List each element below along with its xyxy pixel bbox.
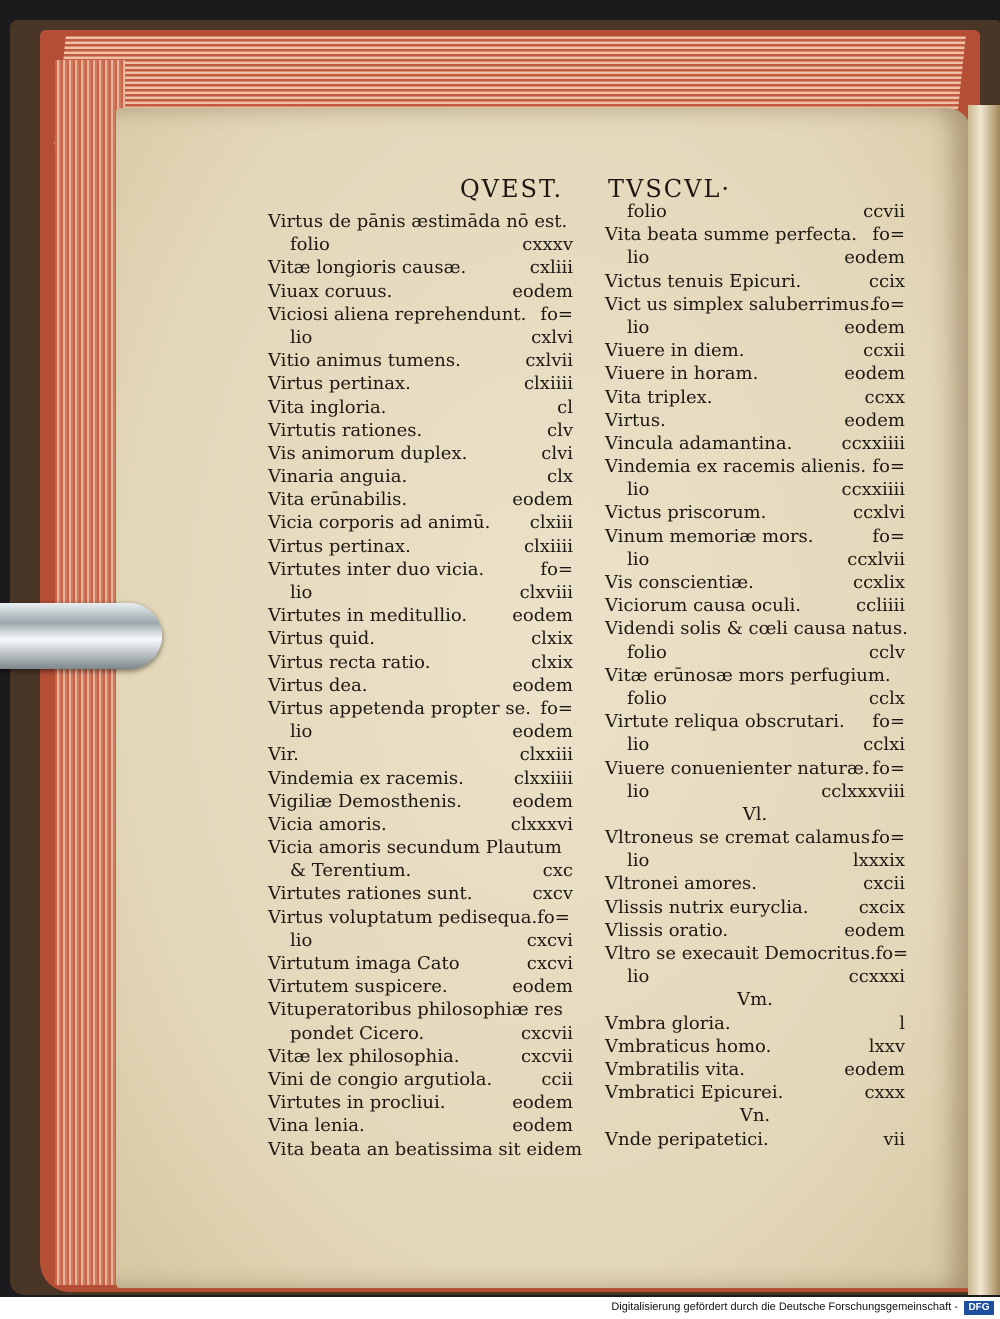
folio-reference: fo= <box>872 456 905 478</box>
entry-text: Virtutes in meditullio. <box>268 605 468 627</box>
entry-text: Virtus. <box>605 409 666 431</box>
index-entry <box>268 975 573 998</box>
index-entry <box>605 525 905 548</box>
index-entry <box>268 488 573 511</box>
index-entry <box>605 223 905 246</box>
folio-reference: fo= <box>540 697 573 719</box>
folio-reference: ccxlix <box>853 572 905 593</box>
index-entry <box>605 641 905 664</box>
folio-reference: clxiii <box>529 512 573 534</box>
index-entry <box>268 558 573 581</box>
index-entry <box>268 1022 573 1045</box>
index-entry <box>268 720 573 743</box>
entry-text: Virtutem suspicere. <box>268 976 448 998</box>
entry-text: Virtus dea. <box>268 674 368 696</box>
entry-text: Virtutis rationes. <box>268 419 423 441</box>
folio-reference: eodem <box>512 674 573 696</box>
index-entry <box>605 710 905 733</box>
entry-text: Virtutes inter duo vicia. <box>268 558 485 580</box>
index-entry <box>268 627 573 650</box>
index-column-right <box>605 200 909 1151</box>
funding-note: Digitalisierung gefördert durch die Deutsche Forschungsgemeinschaft - <box>611 1301 958 1313</box>
folio-reference: cl <box>557 396 573 418</box>
folio-reference: clv <box>546 419 573 441</box>
entry-text: Virtutes in procliui. <box>268 1092 446 1114</box>
entry-text: Virtus recta ratio. <box>268 651 431 673</box>
entry-text: Vita erūnabilis. <box>268 489 408 511</box>
folio-reference: eodem <box>512 976 573 998</box>
folio-reference: eodem <box>512 605 573 627</box>
folio-reference: clxix <box>531 651 573 673</box>
entry-text: Vita beata an beatissima sit eidem <box>268 1138 583 1160</box>
index-entry <box>268 581 573 604</box>
entry-text: Vini de congio argutiola. <box>268 1068 493 1090</box>
entry-text: lio <box>290 929 313 951</box>
glass-weight-rod <box>0 603 162 669</box>
section-letter-heading <box>605 1104 905 1127</box>
index-entry <box>268 767 573 790</box>
index-entry <box>605 896 905 919</box>
entry-text: Vitio animus tumens. <box>268 350 461 372</box>
folio-reference: ccxlvii <box>847 548 905 570</box>
index-entry <box>268 419 573 442</box>
entry-text: Vita beata summe perfecta. <box>605 224 857 246</box>
folio-reference: eodem <box>512 1092 573 1114</box>
index-entry <box>268 1068 573 1091</box>
folio-reference: fo= <box>872 757 905 779</box>
index-entry <box>268 442 573 465</box>
index-entry <box>268 1138 583 1161</box>
entry-text: Vicia amoris secundum Plautum <box>268 837 562 859</box>
index-entry <box>268 465 573 488</box>
folio-reference: eodem <box>844 316 905 338</box>
index-entry <box>268 651 573 674</box>
entry-text: Vir. <box>268 744 299 766</box>
index-entry <box>605 849 905 872</box>
index-entry <box>605 826 905 849</box>
entry-text: Viuere in diem. <box>605 340 745 362</box>
index-entry <box>268 813 573 836</box>
folio-reference: cclxi <box>863 734 905 756</box>
folio-reference: eodem <box>844 363 905 385</box>
folio-reference: ccxxxi <box>848 966 905 988</box>
folio-reference: cxc <box>542 860 573 882</box>
folio-reference: eodem <box>844 919 905 941</box>
index-entry <box>268 1091 573 1114</box>
folio-reference: eodem <box>512 790 573 812</box>
folio-reference: ccxx <box>864 386 905 408</box>
entry-text: Vindemia ex racemis. <box>268 767 464 789</box>
entry-text: Vmbra gloria. <box>605 1012 731 1034</box>
folio-reference: ccliiii <box>856 595 905 617</box>
index-entry <box>605 200 905 223</box>
entry-text: Virtus voluptatum pedisequa.fo= <box>268 906 570 928</box>
folio-reference: eodem <box>512 489 573 511</box>
index-entry <box>605 1058 905 1081</box>
folio-reference: clxxxvi <box>510 813 573 835</box>
folio-reference: cxlvi <box>531 326 573 348</box>
folio-reference: eodem <box>512 721 573 743</box>
entry-text: Viuax coruus. <box>268 280 393 302</box>
entry-text: Vigiliæ Demosthenis. <box>268 790 462 812</box>
entry-text: lio <box>627 734 650 756</box>
entry-text: Vltro se execauit Democritus.fo= <box>605 943 909 964</box>
index-entry <box>268 280 573 303</box>
index-entry <box>268 604 573 627</box>
folio-reference: cxxxv <box>522 234 573 256</box>
entry-text: Viuere conuenienter naturæ. <box>605 757 870 779</box>
folio-reference: ccxlvi <box>853 502 905 524</box>
entry-text: Vincula adamantina. <box>605 432 793 454</box>
folio-reference: cxliii <box>529 257 573 279</box>
entry-text: Vita ingloria. <box>268 396 387 418</box>
index-entry <box>605 432 905 455</box>
entry-text: lio <box>627 780 650 802</box>
folio-reference: clxix <box>531 628 573 650</box>
folio-reference: clxiiii <box>523 373 573 395</box>
entry-text: Vltroneus se cremat calamus. <box>605 827 876 849</box>
entry-text: Vitæ longioris causæ. <box>268 257 467 279</box>
entry-text: Virtus de pānis æstimāda nō est. <box>268 211 568 232</box>
index-entry <box>605 1081 905 1104</box>
binding-gutter <box>968 105 1000 1295</box>
index-entry <box>268 303 573 326</box>
entry-text: Virtus quid. <box>268 628 375 650</box>
index-entry <box>268 210 573 233</box>
index-entry <box>605 409 905 432</box>
entry-text: lio <box>627 479 650 501</box>
index-entry <box>605 965 905 988</box>
entry-text: & Terentium. <box>290 860 412 882</box>
folio-reference: fo= <box>872 711 905 733</box>
entry-text: Victus priscorum. <box>605 502 767 524</box>
folio-reference: eodem <box>844 409 905 431</box>
entry-text: pondet Cicero. <box>290 1022 425 1044</box>
folio-reference: cxcii <box>863 873 905 895</box>
folio-reference: lxxxix <box>852 850 905 872</box>
index-entry <box>268 256 573 279</box>
entry-text: Virtutes rationes sunt. <box>268 883 473 905</box>
index-entry <box>605 617 908 640</box>
index-entry <box>268 1114 573 1137</box>
index-entry <box>268 929 573 952</box>
entry-text: lio <box>627 316 650 338</box>
index-entry <box>268 326 573 349</box>
index-entry <box>268 836 573 859</box>
index-entry <box>605 919 905 942</box>
folio-reference: cxcvii <box>521 1022 573 1044</box>
entry-text: Virtute reliqua obscrutari. <box>605 711 845 733</box>
index-entry <box>605 594 905 617</box>
footer-bar <box>0 1298 1000 1319</box>
index-entry <box>605 571 905 594</box>
entry-text: Virtus pertinax. <box>268 535 411 557</box>
index-entry <box>605 386 905 409</box>
folio-reference: eodem <box>512 280 573 302</box>
index-entry <box>268 882 573 905</box>
folio-reference: clvi <box>541 442 573 464</box>
index-entry <box>605 501 905 524</box>
index-entry <box>268 697 573 720</box>
index-entry <box>605 339 905 362</box>
index-entry <box>268 396 573 419</box>
entry-text: Viciorum causa oculi. <box>605 595 801 617</box>
entry-text: Vl. <box>742 803 768 825</box>
side-page-edges <box>55 60 125 1285</box>
index-entry <box>268 790 573 813</box>
index-entry <box>605 872 905 895</box>
folio-reference: eodem <box>844 1058 905 1080</box>
entry-text: folio <box>627 687 667 709</box>
entry-text: Vm. <box>737 989 773 1011</box>
running-head-right: TVSCVL· <box>608 175 732 203</box>
folio-reference: eodem <box>512 1115 573 1137</box>
entry-text: Virtutum imaga Cato <box>268 953 460 974</box>
index-entry <box>268 859 573 882</box>
section-letter-heading <box>605 988 905 1011</box>
index-entry <box>605 942 909 965</box>
folio-reference: cclxxxviii <box>821 780 905 802</box>
folio-reference: ccix <box>868 270 905 292</box>
entry-text: folio <box>627 201 667 222</box>
index-entry <box>605 664 905 687</box>
entry-text: Vina lenia. <box>268 1115 365 1137</box>
index-column-left <box>268 210 583 1161</box>
folio-reference: cxcix <box>858 896 905 918</box>
entry-text: Vis conscientiæ. <box>605 572 754 593</box>
entry-text: Victus tenuis Epicuri. <box>605 270 802 292</box>
entry-text: Vinum memoriæ mors. <box>605 525 814 547</box>
index-entry <box>605 293 905 316</box>
folio-reference: eodem <box>844 247 905 269</box>
entry-text: lio <box>627 548 650 570</box>
entry-text: Vn. <box>739 1105 771 1127</box>
entry-text: lio <box>290 721 313 743</box>
index-entry <box>268 511 573 534</box>
index-entry <box>268 233 573 256</box>
folio-reference: cxcvii <box>521 1045 573 1067</box>
index-entry <box>268 906 573 929</box>
entry-text: Vlissis nutrix euryclia. <box>605 896 809 918</box>
folio-reference: cclx <box>868 687 905 709</box>
entry-text: Vnde peripatetici. <box>605 1128 769 1150</box>
entry-text: Vmbratilis vita. <box>605 1058 746 1080</box>
index-entry <box>605 478 905 501</box>
folio-reference: fo= <box>540 303 573 325</box>
folio-reference: cxcvi <box>526 953 573 974</box>
folio-reference: lxxv <box>868 1035 905 1057</box>
index-entry <box>605 246 905 269</box>
folio-reference: l <box>899 1012 905 1034</box>
folio-reference: cxcvi <box>526 929 573 951</box>
entry-text: Virtus pertinax. <box>268 373 411 395</box>
entry-text: Viuere in horam. <box>605 363 759 385</box>
entry-text: Viciosi aliena reprehendunt. <box>268 303 527 325</box>
entry-text: Vindemia ex racemis alienis. <box>605 456 867 478</box>
index-entry <box>605 362 905 385</box>
index-entry <box>605 1035 905 1058</box>
index-entry <box>268 743 573 766</box>
entry-text: folio <box>627 641 667 663</box>
entry-text: lio <box>627 850 650 872</box>
folio-reference: vii <box>883 1128 905 1150</box>
entry-text: lio <box>627 247 650 269</box>
index-entry <box>605 1012 905 1035</box>
index-entry <box>605 733 905 756</box>
index-entry <box>605 548 905 571</box>
dfg-logo: DFG <box>964 1301 994 1315</box>
folio-reference: clxviii <box>519 582 573 603</box>
entry-text: Vicia amoris. <box>268 813 387 835</box>
running-head-left: QVEST. <box>460 175 564 203</box>
folio-reference: clxxiii <box>519 744 573 766</box>
index-entry <box>268 1045 573 1068</box>
entry-text: lio <box>290 582 313 603</box>
entry-text: Vitæ lex philosophia. <box>268 1045 460 1067</box>
index-entry <box>605 455 905 478</box>
index-entry <box>605 1128 905 1151</box>
index-entry <box>268 349 573 372</box>
entry-text: Vltronei amores. <box>605 873 758 895</box>
folio-reference: ccxii <box>863 340 905 362</box>
folio-reference: cxlvii <box>525 350 573 372</box>
entry-text: Vmbratici Epicurei. <box>605 1082 784 1104</box>
index-entry <box>605 316 905 339</box>
index-entry <box>605 270 905 293</box>
folio-reference: clx <box>547 466 573 488</box>
entry-text: Vicia corporis ad animū. <box>268 512 491 534</box>
index-entry <box>268 372 573 395</box>
folio-reference: cclv <box>868 641 905 663</box>
entry-text: Vlissis oratio. <box>605 919 729 941</box>
entry-text: Vituperatoribus philosophiæ res <box>268 999 563 1021</box>
index-entry <box>268 998 573 1021</box>
folio-reference: cxcv <box>532 883 573 905</box>
folio-reference: cxxx <box>864 1082 905 1104</box>
folio-reference: fo= <box>872 827 905 849</box>
folio-reference: ccxxiiii <box>841 479 905 501</box>
entry-text: Vitæ erūnosæ mors perfugium. <box>605 664 891 686</box>
folio-reference: fo= <box>872 525 905 547</box>
folio-reference: fo= <box>872 224 905 246</box>
entry-text: folio <box>290 234 330 256</box>
entry-text: Vict us simplex saluberrimus. <box>605 293 875 315</box>
entry-text: lio <box>627 966 650 988</box>
folio-reference: ccii <box>541 1068 573 1090</box>
index-entry <box>605 780 905 803</box>
index-entry <box>268 674 573 697</box>
entry-text: Vmbraticus homo. <box>605 1035 772 1057</box>
folio-reference: clxxiiii <box>513 767 573 789</box>
index-entry <box>605 757 905 780</box>
index-entry <box>268 535 573 558</box>
section-letter-heading <box>605 803 905 826</box>
entry-text: Vinaria anguia. <box>268 466 408 488</box>
index-entry <box>268 952 573 975</box>
folio-reference: ccxxiiii <box>841 432 905 454</box>
entry-text: Vita triplex. <box>605 386 713 408</box>
entry-text: Virtus appetenda propter se. <box>268 697 532 719</box>
index-entry <box>605 687 905 710</box>
folio-reference: ccvii <box>863 201 905 222</box>
entry-text: Videndi solis & cœli causa natus. <box>605 618 908 640</box>
entry-text: lio <box>290 326 313 348</box>
folio-reference: clxiiii <box>523 535 573 557</box>
entry-text: Vis animorum duplex. <box>268 442 468 464</box>
folio-reference: fo= <box>540 558 573 580</box>
folio-reference: fo= <box>872 293 905 315</box>
